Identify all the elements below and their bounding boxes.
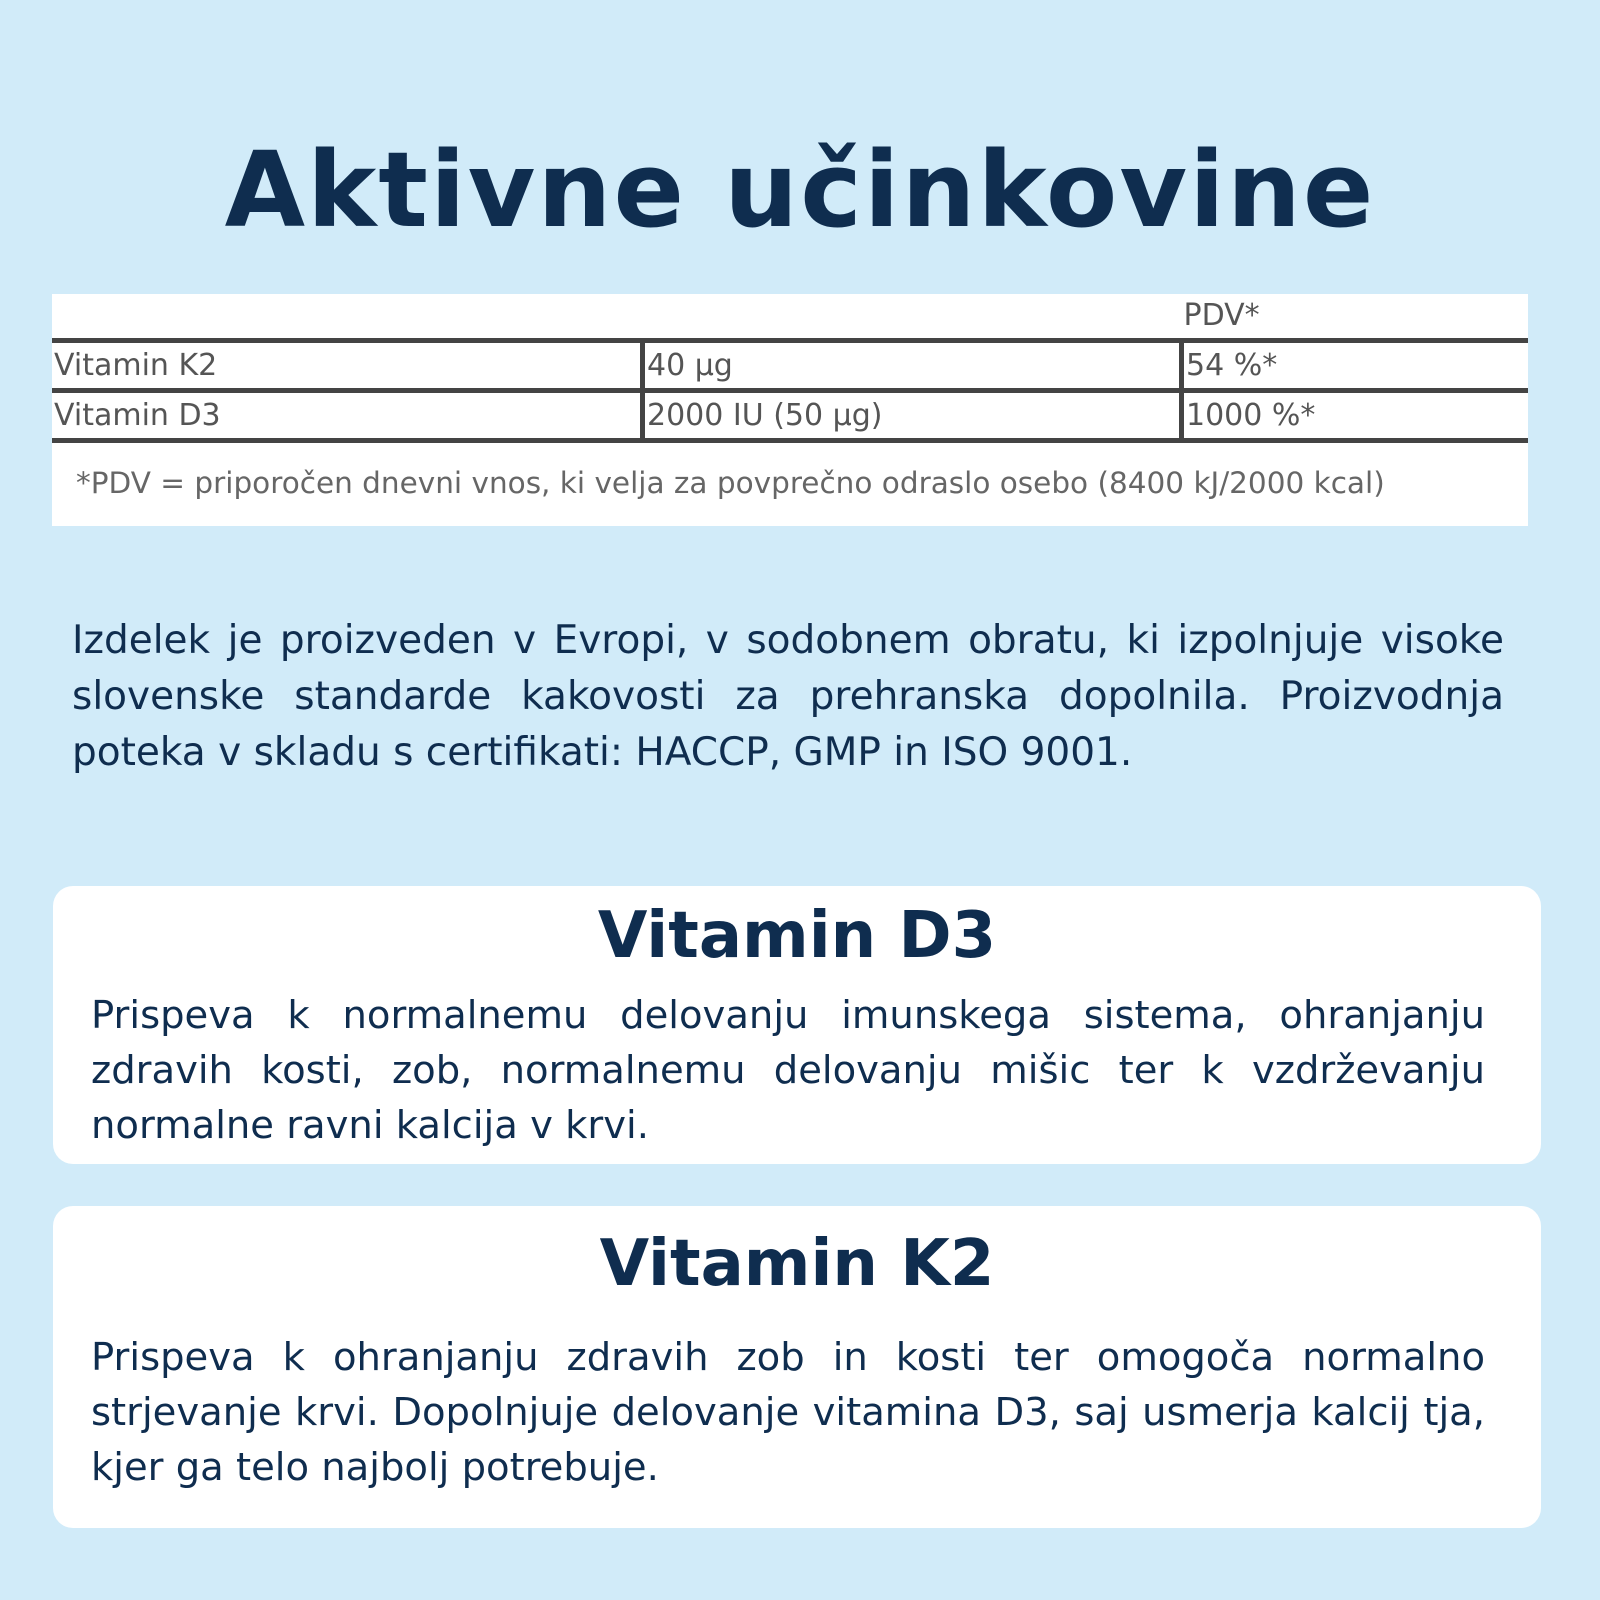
table-row bbox=[52, 391, 1528, 441]
table-cell-name: Vitamin D3 bbox=[52, 391, 643, 441]
table-cell-pdv: 1000 %* bbox=[1182, 391, 1529, 441]
table-row bbox=[52, 341, 1528, 391]
table-header-row bbox=[52, 294, 1528, 341]
card-title: Vitamin K2 bbox=[599, 1227, 995, 1301]
vitamin-d3-card bbox=[53, 886, 1541, 1164]
card-title: Vitamin D3 bbox=[597, 899, 997, 973]
table-header-cell bbox=[643, 294, 1182, 341]
nutrition-table-grid bbox=[52, 294, 1528, 443]
table-cell-name: Vitamin K2 bbox=[52, 341, 643, 391]
vitamin-k2-card bbox=[53, 1206, 1541, 1528]
card-text: Prispeva k normalnemu delovanju imunskega sistema, ohranjanju zdravih kosti, zob, normalnemu delovanju mišic ter k vzdrževanju normalne ravni kalcija v krvi. bbox=[91, 993, 1485, 1148]
table-cell-amount: 2000 IU (50 µg) bbox=[643, 391, 1182, 441]
intro-paragraph: Izdelek je proizveden v Evropi, v sodobnem obratu, ki izpolnjuje visoke slovenske standarde kakovosti za prehranska dopolnila. Proizvodnja poteka v skladu s certifikati: HACCP, GMP in ISO 9001. bbox=[72, 618, 1504, 775]
page-title: Aktivne učinkovine bbox=[224, 128, 1376, 251]
table-header-pdv: PDV* bbox=[1182, 294, 1529, 341]
table-cell-pdv: 54 %* bbox=[1182, 341, 1529, 391]
nutrition-table bbox=[52, 294, 1528, 526]
table-footnote: *PDV = priporočen dnevni vnos, ki velja za povprečno odraslo osebo (8400 kJ/2000 kcal) bbox=[76, 466, 1385, 500]
table-cell-amount: 40 µg bbox=[643, 341, 1182, 391]
card-text: Prispeva k ohranjanju zdravih zob in kosti ter omogoča normalno strjevanje krvi. Dopolnjuje delovanje vitamina D3, saj usmerja kalcij tja, kjer ga telo najbolj potrebuje. bbox=[91, 1335, 1485, 1490]
table-header-cell bbox=[52, 294, 643, 341]
